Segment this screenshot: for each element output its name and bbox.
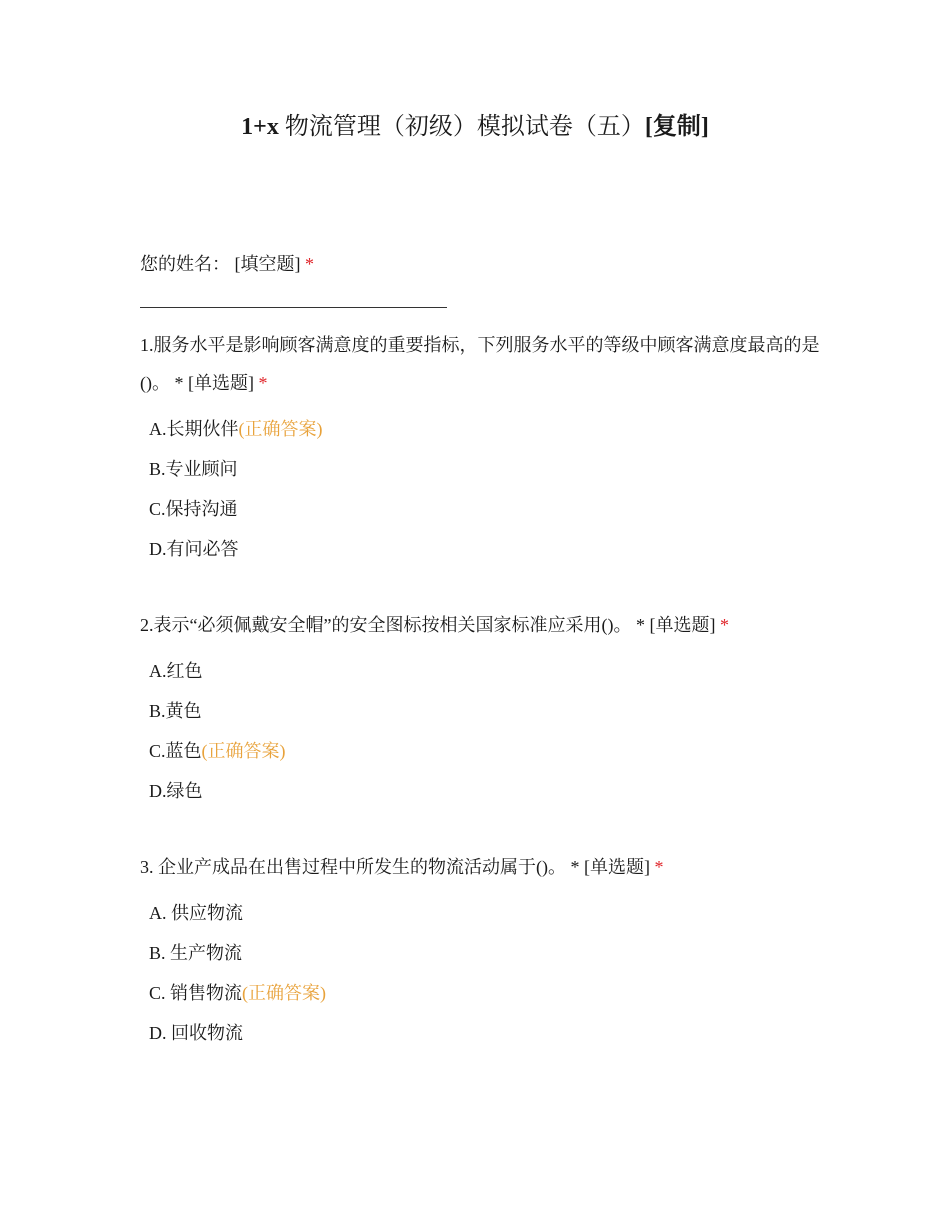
required-star: * bbox=[566, 857, 584, 877]
title-prefix: 1+x bbox=[241, 114, 279, 140]
name-answer-line[interactable] bbox=[140, 307, 447, 308]
correct-answer-tag: (正确答案) bbox=[242, 983, 327, 1003]
option-label: A.长期伙伴 bbox=[149, 419, 239, 439]
question-type: [单选题] bbox=[188, 373, 254, 393]
required-mark: * bbox=[305, 254, 314, 274]
required-star: * bbox=[631, 615, 650, 635]
option-1d[interactable] bbox=[149, 535, 239, 563]
option-label: B.专业顾问 bbox=[149, 459, 238, 479]
title-suffix: [复制] bbox=[644, 114, 709, 140]
option-3d[interactable] bbox=[149, 1019, 243, 1047]
required-star: * bbox=[170, 373, 188, 393]
option-label: A. 供应物流 bbox=[149, 903, 243, 923]
option-2d[interactable] bbox=[149, 777, 203, 805]
option-2a[interactable] bbox=[149, 657, 203, 685]
option-3b[interactable] bbox=[149, 939, 242, 967]
required-mark: * bbox=[719, 615, 729, 635]
title-main: 物流管理（初级）模拟试卷（五） bbox=[278, 114, 645, 140]
option-label: C.蓝色 bbox=[149, 741, 202, 761]
option-label: B. 生产物流 bbox=[149, 943, 243, 963]
option-label: C. 销售物流 bbox=[149, 983, 243, 1003]
option-label: D. 回收物流 bbox=[149, 1023, 243, 1043]
option-label: C.保持沟通 bbox=[149, 499, 238, 519]
option-label: B.黄色 bbox=[149, 701, 202, 721]
question-text: 2.表示“必须佩戴安全帽”的安全图标按相关国家标准应采用()。 bbox=[140, 615, 632, 635]
page-title bbox=[0, 110, 950, 144]
option-2b[interactable] bbox=[149, 697, 202, 725]
option-label: D.有问必答 bbox=[149, 539, 239, 559]
question-text: 3. 企业产成品在出售过程中所发生的物流活动属于()。 bbox=[140, 857, 566, 877]
correct-answer-tag: (正确答案) bbox=[238, 419, 323, 439]
option-3c[interactable] bbox=[149, 979, 326, 1007]
option-1c[interactable] bbox=[149, 495, 238, 523]
question-text: 1.服务水平是影响顾客满意度的重要指标，下列服务水平的等级中顾客满意度最高的是()。 bbox=[140, 335, 820, 393]
question-type: [单选题] bbox=[584, 857, 650, 877]
question-2 bbox=[140, 606, 820, 644]
option-label: A.红色 bbox=[149, 661, 203, 681]
required-mark: * bbox=[258, 373, 268, 393]
question-type: [单选题] bbox=[649, 615, 716, 635]
name-question-label: 您的姓名： bbox=[140, 254, 230, 274]
question-1 bbox=[140, 326, 820, 402]
question-3 bbox=[140, 848, 820, 886]
required-mark: * bbox=[654, 857, 664, 877]
correct-answer-tag: (正确答案) bbox=[201, 741, 286, 761]
option-1a[interactable] bbox=[149, 415, 323, 443]
option-1b[interactable] bbox=[149, 455, 238, 483]
option-3a[interactable] bbox=[149, 899, 243, 927]
name-question bbox=[140, 250, 314, 278]
question-type: [填空题] bbox=[234, 254, 301, 274]
option-2c[interactable] bbox=[149, 737, 286, 765]
option-label: D.绿色 bbox=[149, 781, 203, 801]
